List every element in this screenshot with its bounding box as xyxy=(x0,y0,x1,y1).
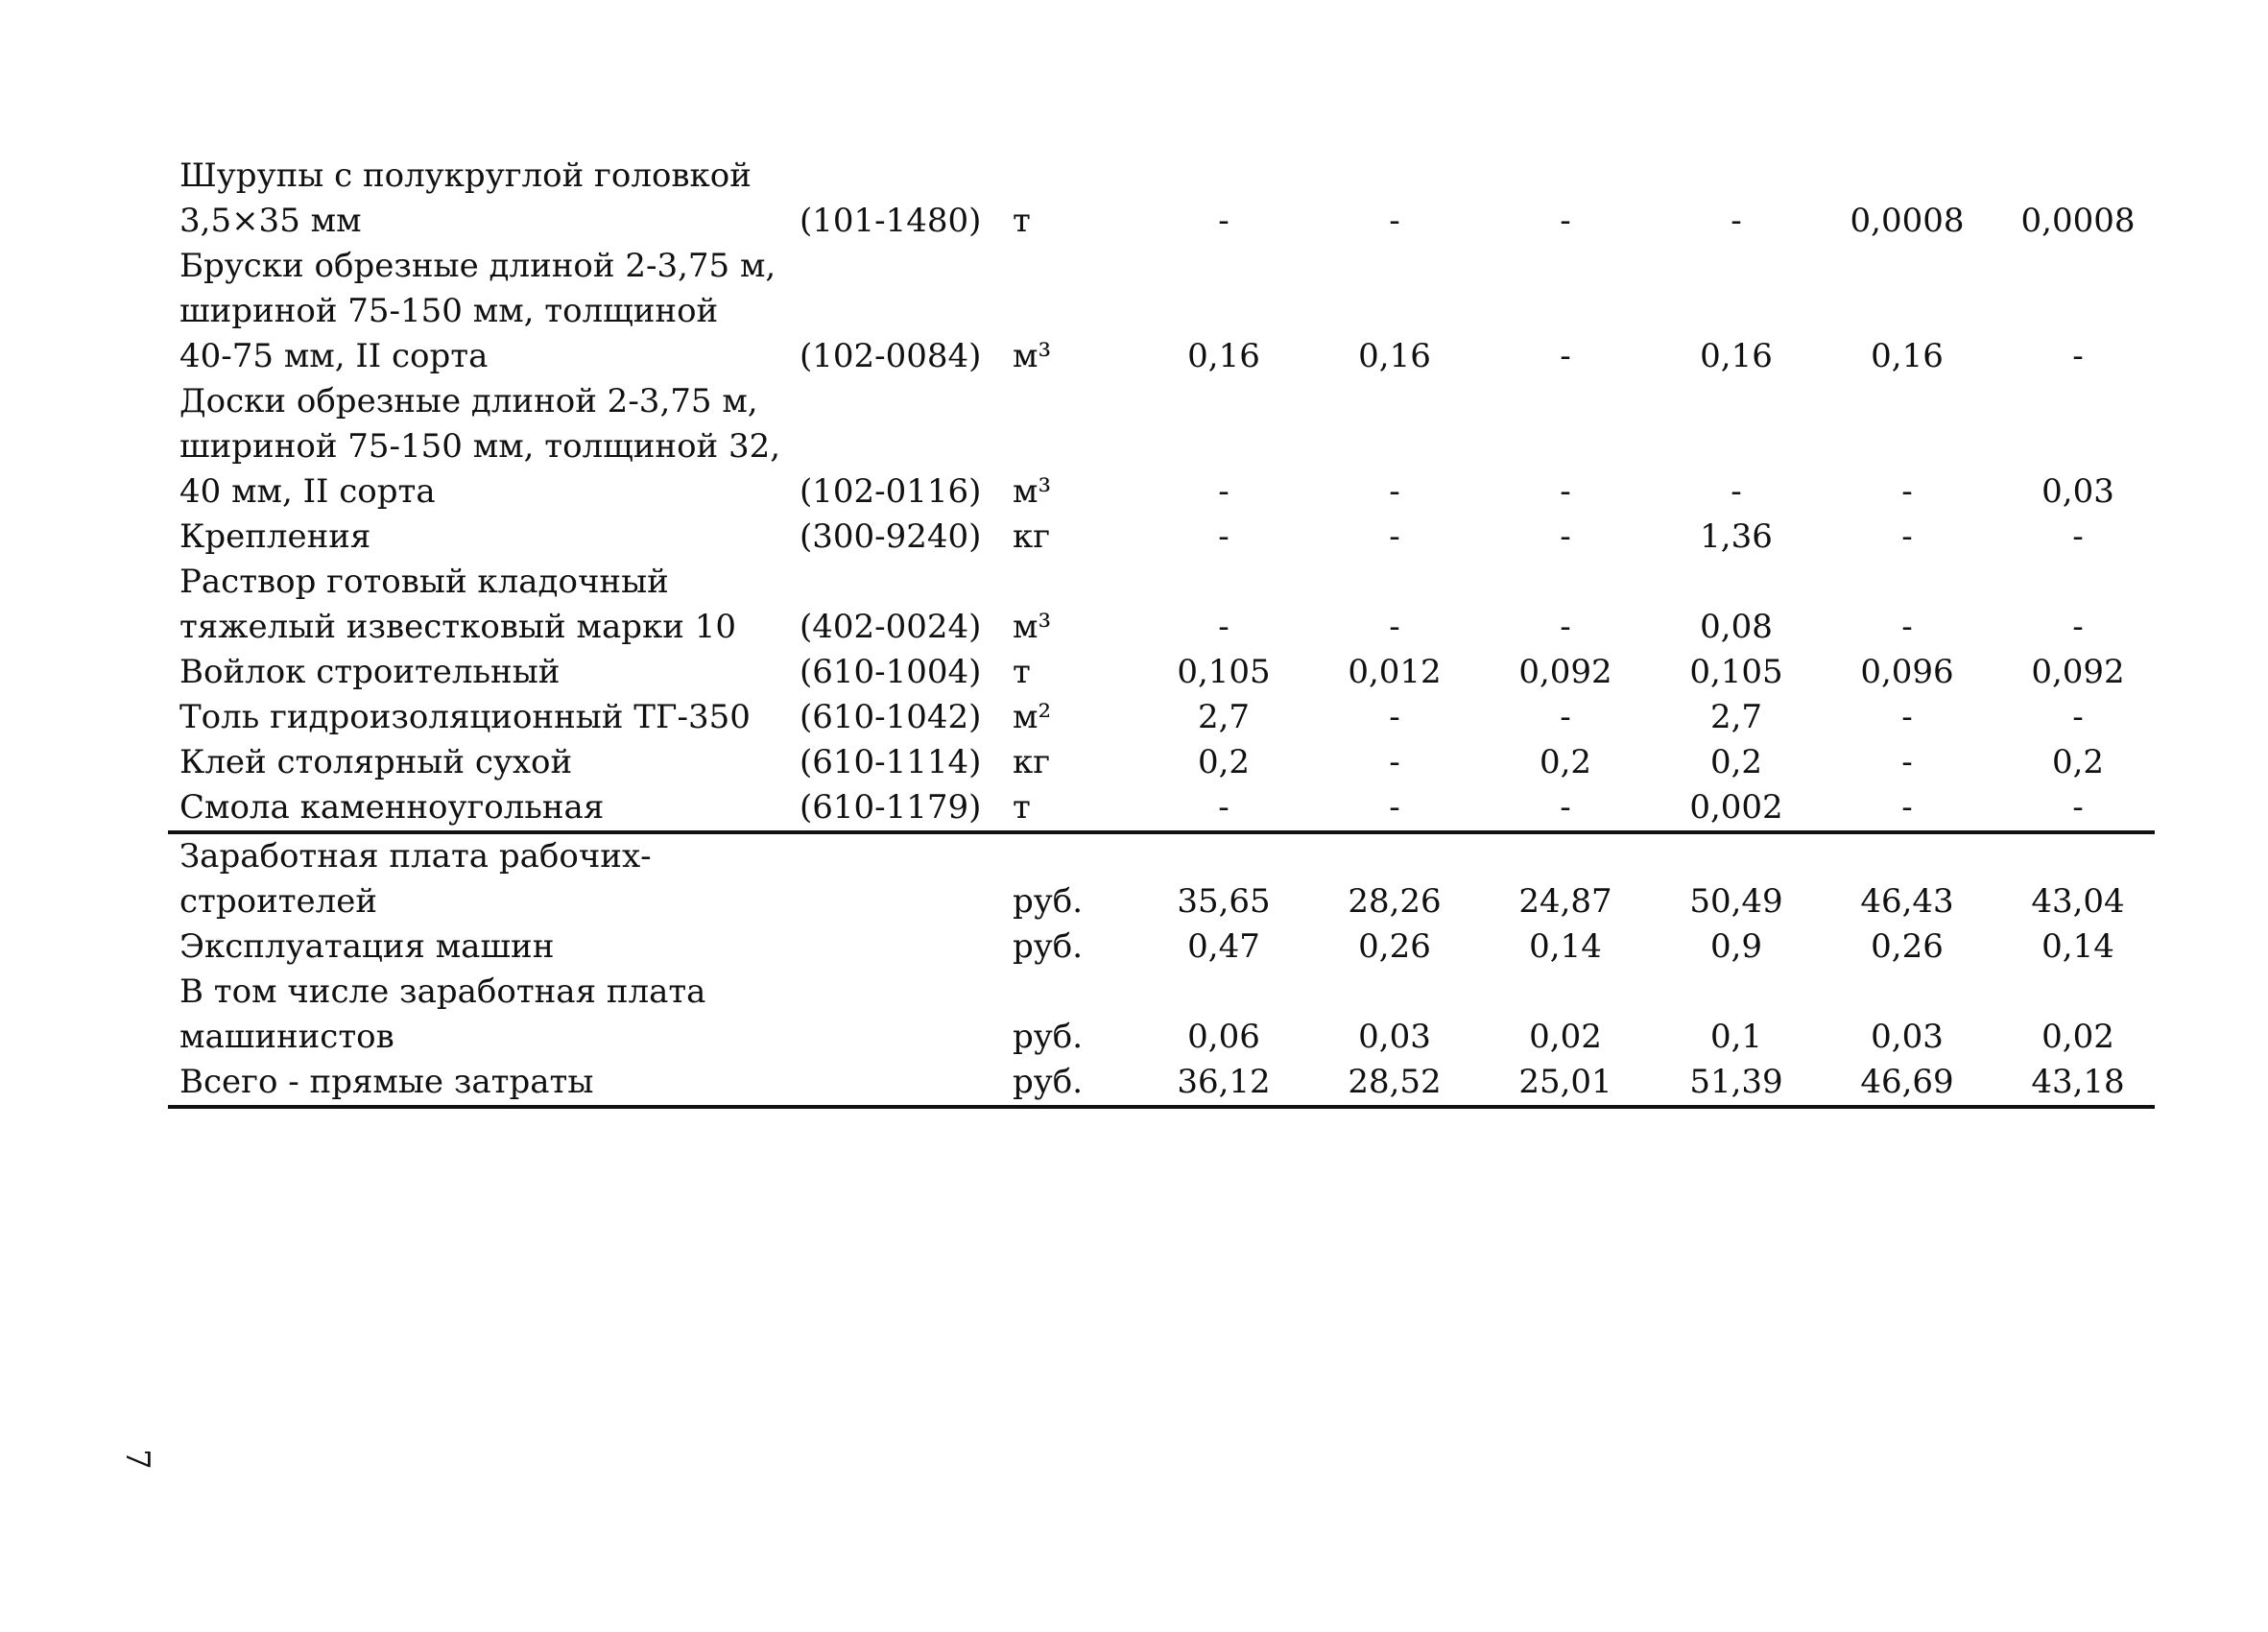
value-cell: - xyxy=(1560,608,1571,646)
value-cell: 0,08 xyxy=(1700,608,1773,646)
unit-label: т xyxy=(1013,788,1031,827)
totals-section xyxy=(168,834,2155,1105)
unit-label: м² xyxy=(1013,698,1052,736)
resource-code: (610-1004) xyxy=(800,653,982,691)
table-row xyxy=(168,515,2155,560)
value-cell: 0,16 xyxy=(1187,337,1260,375)
table-row xyxy=(168,695,2155,740)
value-cell: 28,26 xyxy=(1348,882,1442,921)
value-cell: 2,7 xyxy=(1197,698,1251,736)
table-row xyxy=(168,650,2155,695)
table-row xyxy=(168,834,2155,879)
value-cell: 0,16 xyxy=(1871,337,1944,375)
table-row xyxy=(168,199,2155,244)
value-cell: - xyxy=(1901,698,1913,736)
value-cell: - xyxy=(1218,788,1229,827)
value-cell: - xyxy=(1901,517,1913,556)
unit-label: кг xyxy=(1013,517,1051,556)
value-cell: - xyxy=(1218,202,1229,240)
value-cell: 0,002 xyxy=(1689,788,1783,827)
resource-code: (402-0024) xyxy=(800,608,982,646)
value-cell: - xyxy=(1560,788,1571,827)
value-cell: 0,16 xyxy=(1700,337,1773,375)
value-cell: - xyxy=(1560,337,1571,375)
value-cell: - xyxy=(1218,472,1229,511)
table-row xyxy=(168,785,2155,830)
unit-label: кг xyxy=(1013,743,1051,781)
table-row xyxy=(168,879,2155,924)
unit-label: руб. xyxy=(1013,1063,1084,1101)
value-cell: 0,9 xyxy=(1709,927,1763,966)
value-cell: - xyxy=(1731,472,1742,511)
value-cell: 51,39 xyxy=(1689,1063,1783,1101)
value-cell: - xyxy=(1901,788,1913,827)
item-name-line: машинистов xyxy=(179,1018,394,1056)
value-cell: - xyxy=(2072,698,2084,736)
value-cell: - xyxy=(1389,608,1400,646)
value-cell: - xyxy=(2072,517,2084,556)
item-name-line: 3,5×35 мм xyxy=(179,202,362,240)
item-name-line: Заработная плата рабочих- xyxy=(179,837,652,876)
value-cell: 0,2 xyxy=(1539,743,1592,781)
value-cell: 0,16 xyxy=(1358,337,1431,375)
value-cell: 43,18 xyxy=(2031,1063,2125,1101)
value-cell: 0,26 xyxy=(1871,927,1944,966)
unit-label: руб. xyxy=(1013,1018,1084,1056)
page-number: 7 xyxy=(117,1449,156,1470)
resource-code: (101-1480) xyxy=(800,202,982,240)
value-cell: 1,36 xyxy=(1700,517,1773,556)
value-cell: 46,69 xyxy=(1860,1063,1954,1101)
table-row xyxy=(168,289,2155,334)
item-name-line: строителей xyxy=(179,882,378,921)
value-cell: 0,03 xyxy=(1358,1018,1431,1056)
value-cell: 0,14 xyxy=(1529,927,1602,966)
item-name-line: В том числе заработная плата xyxy=(179,972,706,1011)
value-cell: 0,012 xyxy=(1348,653,1442,691)
table-row xyxy=(168,334,2155,379)
table-row xyxy=(168,154,2155,199)
item-name-line: Раствор готовый кладочный xyxy=(179,563,669,601)
table-row xyxy=(168,605,2155,650)
table-row xyxy=(168,1015,2155,1060)
item-name-line: Всего - прямые затраты xyxy=(179,1063,594,1101)
item-name-line: Шурупы с полукруглой головкой xyxy=(179,156,752,195)
value-cell: 36,12 xyxy=(1177,1063,1271,1101)
item-name-line: шириной 75-150 мм, толщиной 32, xyxy=(179,427,781,466)
item-name-line: Толь гидроизоляционный ТГ-350 xyxy=(179,698,751,736)
value-cell: 0,06 xyxy=(1187,1018,1260,1056)
item-name-line: Клей столярный сухой xyxy=(179,743,573,781)
value-cell: - xyxy=(1218,608,1229,646)
value-cell: 2,7 xyxy=(1709,698,1763,736)
value-cell: 0,1 xyxy=(1709,1018,1763,1056)
value-cell: 0,02 xyxy=(1529,1018,1602,1056)
unit-label: м³ xyxy=(1013,608,1052,646)
value-cell: - xyxy=(1560,472,1571,511)
value-cell: 0,0008 xyxy=(1850,202,1965,240)
value-cell: 0,47 xyxy=(1187,927,1260,966)
value-cell: - xyxy=(1218,517,1229,556)
value-cell: 25,01 xyxy=(1518,1063,1612,1101)
item-name-line: 40-75 мм, II сорта xyxy=(179,337,489,375)
value-cell: 35,65 xyxy=(1177,882,1271,921)
value-cell: 28,52 xyxy=(1348,1063,1442,1101)
table-row xyxy=(168,469,2155,515)
value-cell: 24,87 xyxy=(1518,882,1612,921)
item-name-line: Бруски обрезные длиной 2-3,75 м, xyxy=(179,247,776,285)
item-name-line: шириной 75-150 мм, толщиной xyxy=(179,292,719,330)
value-cell: - xyxy=(1389,202,1400,240)
unit-label: руб. xyxy=(1013,927,1084,966)
cost-table xyxy=(168,154,2155,1109)
value-cell: 0,092 xyxy=(1518,653,1612,691)
unit-label: м³ xyxy=(1013,472,1052,511)
table-row xyxy=(168,1060,2155,1105)
value-cell: - xyxy=(1560,698,1571,736)
resource-code: (610-1042) xyxy=(800,698,982,736)
item-name-line: тяжелый известковый марки 10 xyxy=(179,608,736,646)
value-cell: 0,2 xyxy=(1709,743,1763,781)
value-cell: 0,03 xyxy=(1871,1018,1944,1056)
item-name-line: Крепления xyxy=(179,517,371,556)
value-cell: - xyxy=(1389,517,1400,556)
value-cell: - xyxy=(2072,608,2084,646)
unit-label: т xyxy=(1013,202,1031,240)
item-name-line: Эксплуатация машин xyxy=(179,927,555,966)
value-cell: - xyxy=(1389,472,1400,511)
value-cell: 0,26 xyxy=(1358,927,1431,966)
value-cell: - xyxy=(1901,608,1913,646)
resource-code: (610-1179) xyxy=(800,788,982,827)
value-cell: - xyxy=(1389,788,1400,827)
value-cell: - xyxy=(1560,517,1571,556)
unit-label: м³ xyxy=(1013,337,1052,375)
unit-label: т xyxy=(1013,653,1031,691)
value-cell: 50,49 xyxy=(1689,882,1783,921)
value-cell: - xyxy=(1389,698,1400,736)
unit-label: руб. xyxy=(1013,882,1084,921)
table-row xyxy=(168,970,2155,1015)
value-cell: - xyxy=(1560,202,1571,240)
item-name-line: Смола каменноугольная xyxy=(179,788,605,827)
value-cell: 0,105 xyxy=(1689,653,1783,691)
item-name-line: Доски обрезные длиной 2-3,75 м, xyxy=(179,382,758,420)
table-row xyxy=(168,424,2155,469)
table-row xyxy=(168,244,2155,289)
item-name-line: 40 мм, II сорта xyxy=(179,472,436,511)
value-cell: 0,096 xyxy=(1860,653,1954,691)
value-cell: 0,03 xyxy=(2041,472,2114,511)
value-cell: 46,43 xyxy=(1860,882,1954,921)
value-cell: 0,092 xyxy=(2031,653,2125,691)
value-cell: - xyxy=(1731,202,1742,240)
resource-code: (102-0116) xyxy=(800,472,982,511)
value-cell: 0,2 xyxy=(2051,743,2105,781)
value-cell: 0,105 xyxy=(1177,653,1271,691)
table-row xyxy=(168,740,2155,785)
value-cell: 0,0008 xyxy=(2020,202,2136,240)
table-row xyxy=(168,379,2155,424)
value-cell: 0,02 xyxy=(2041,1018,2114,1056)
resource-code: (102-0084) xyxy=(800,337,982,375)
value-cell: - xyxy=(1389,743,1400,781)
value-cell: - xyxy=(2072,337,2084,375)
table-bottom-rule xyxy=(168,1105,2155,1109)
table-row xyxy=(168,560,2155,605)
value-cell: - xyxy=(2072,788,2084,827)
resource-code: (610-1114) xyxy=(800,743,982,781)
value-cell: 0,14 xyxy=(2041,927,2114,966)
value-cell: 0,2 xyxy=(1197,743,1251,781)
value-cell: - xyxy=(1901,472,1913,511)
table-row xyxy=(168,924,2155,970)
item-name-line: Войлок строительный xyxy=(179,653,561,691)
value-cell: - xyxy=(1901,743,1913,781)
resource-code: (300-9240) xyxy=(800,517,982,556)
materials-section xyxy=(168,154,2155,830)
value-cell: 43,04 xyxy=(2031,882,2125,921)
